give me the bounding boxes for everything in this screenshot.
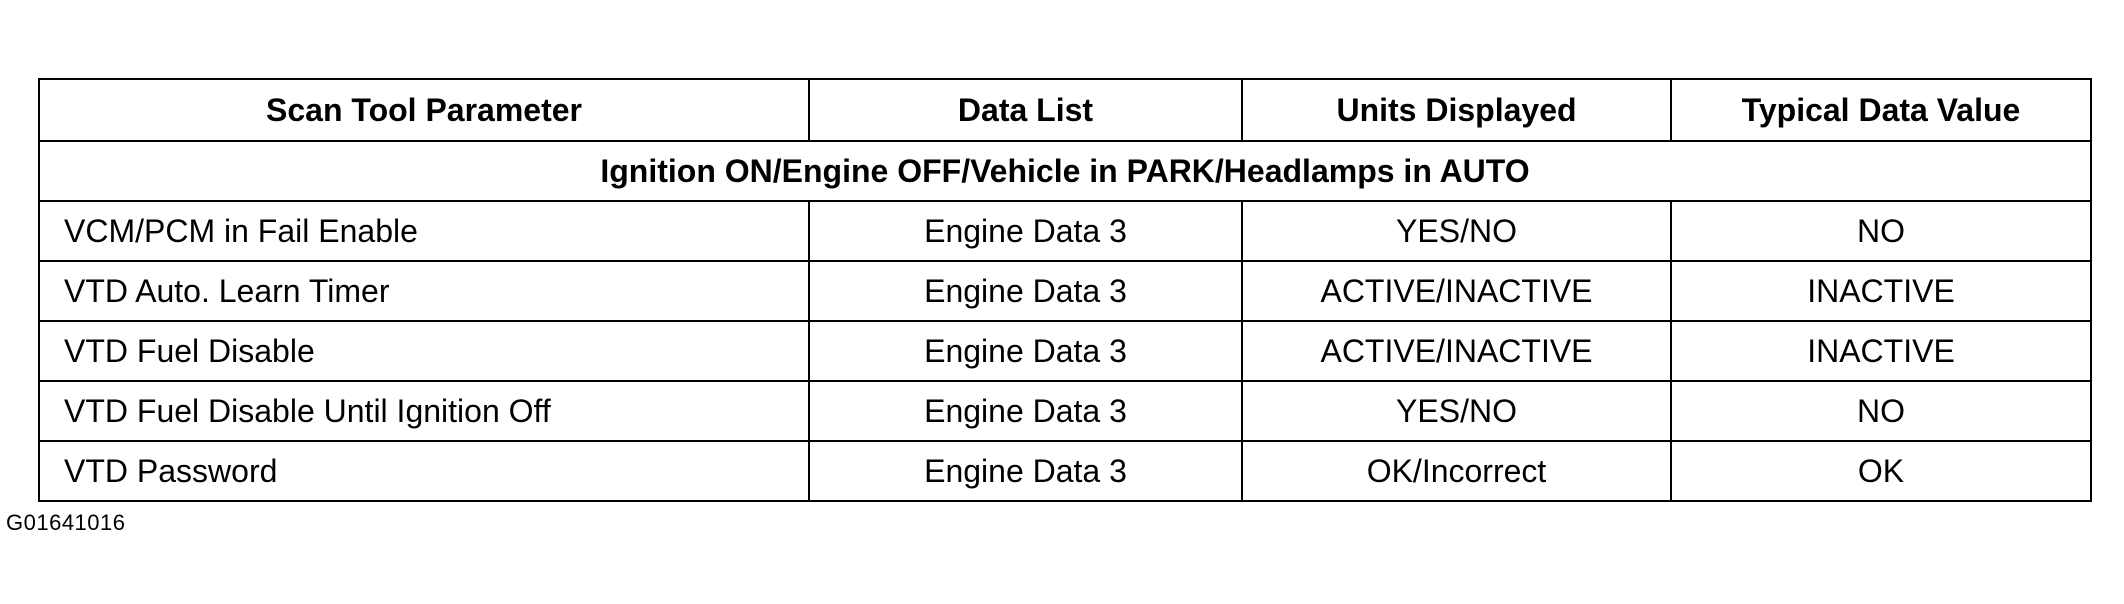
table-header-row xyxy=(39,79,2091,141)
header-typical-data-value: Typical Data Value xyxy=(1671,79,2091,141)
typical-value-cell: NO xyxy=(1671,381,2091,441)
table-row xyxy=(39,261,2091,321)
table-row xyxy=(39,441,2091,501)
figure-id: G01641016 xyxy=(6,510,126,535)
header-scan-tool-parameter: Scan Tool Parameter xyxy=(39,79,809,141)
scan-tool-parameter-table xyxy=(38,78,2092,502)
typical-value-cell: INACTIVE xyxy=(1671,261,2091,321)
parameter-cell: VTD Fuel Disable Until Ignition Off xyxy=(39,381,809,441)
parameter-cell: VCM/PCM in Fail Enable xyxy=(39,201,809,261)
table-row xyxy=(39,381,2091,441)
table-row xyxy=(39,321,2091,381)
data-list-cell: Engine Data 3 xyxy=(809,321,1242,381)
header-units-displayed: Units Displayed xyxy=(1242,79,1671,141)
typical-value-cell: NO xyxy=(1671,201,2091,261)
condition-label: Ignition ON/Engine OFF/Vehicle in PARK/Headlamps in AUTO xyxy=(39,141,2091,201)
typical-value-cell: OK xyxy=(1671,441,2091,501)
condition-row xyxy=(39,141,2091,201)
typical-value-cell: INACTIVE xyxy=(1671,321,2091,381)
units-cell: YES/NO xyxy=(1242,201,1671,261)
units-cell: ACTIVE/INACTIVE xyxy=(1242,261,1671,321)
data-list-cell: Engine Data 3 xyxy=(809,201,1242,261)
parameter-cell: VTD Password xyxy=(39,441,809,501)
data-list-cell: Engine Data 3 xyxy=(809,381,1242,441)
units-cell: ACTIVE/INACTIVE xyxy=(1242,321,1671,381)
data-list-cell: Engine Data 3 xyxy=(809,261,1242,321)
parameter-cell: VTD Fuel Disable xyxy=(39,321,809,381)
data-list-cell: Engine Data 3 xyxy=(809,441,1242,501)
units-cell: YES/NO xyxy=(1242,381,1671,441)
table-row xyxy=(39,201,2091,261)
units-cell: OK/Incorrect xyxy=(1242,441,1671,501)
parameter-cell: VTD Auto. Learn Timer xyxy=(39,261,809,321)
header-data-list: Data List xyxy=(809,79,1242,141)
